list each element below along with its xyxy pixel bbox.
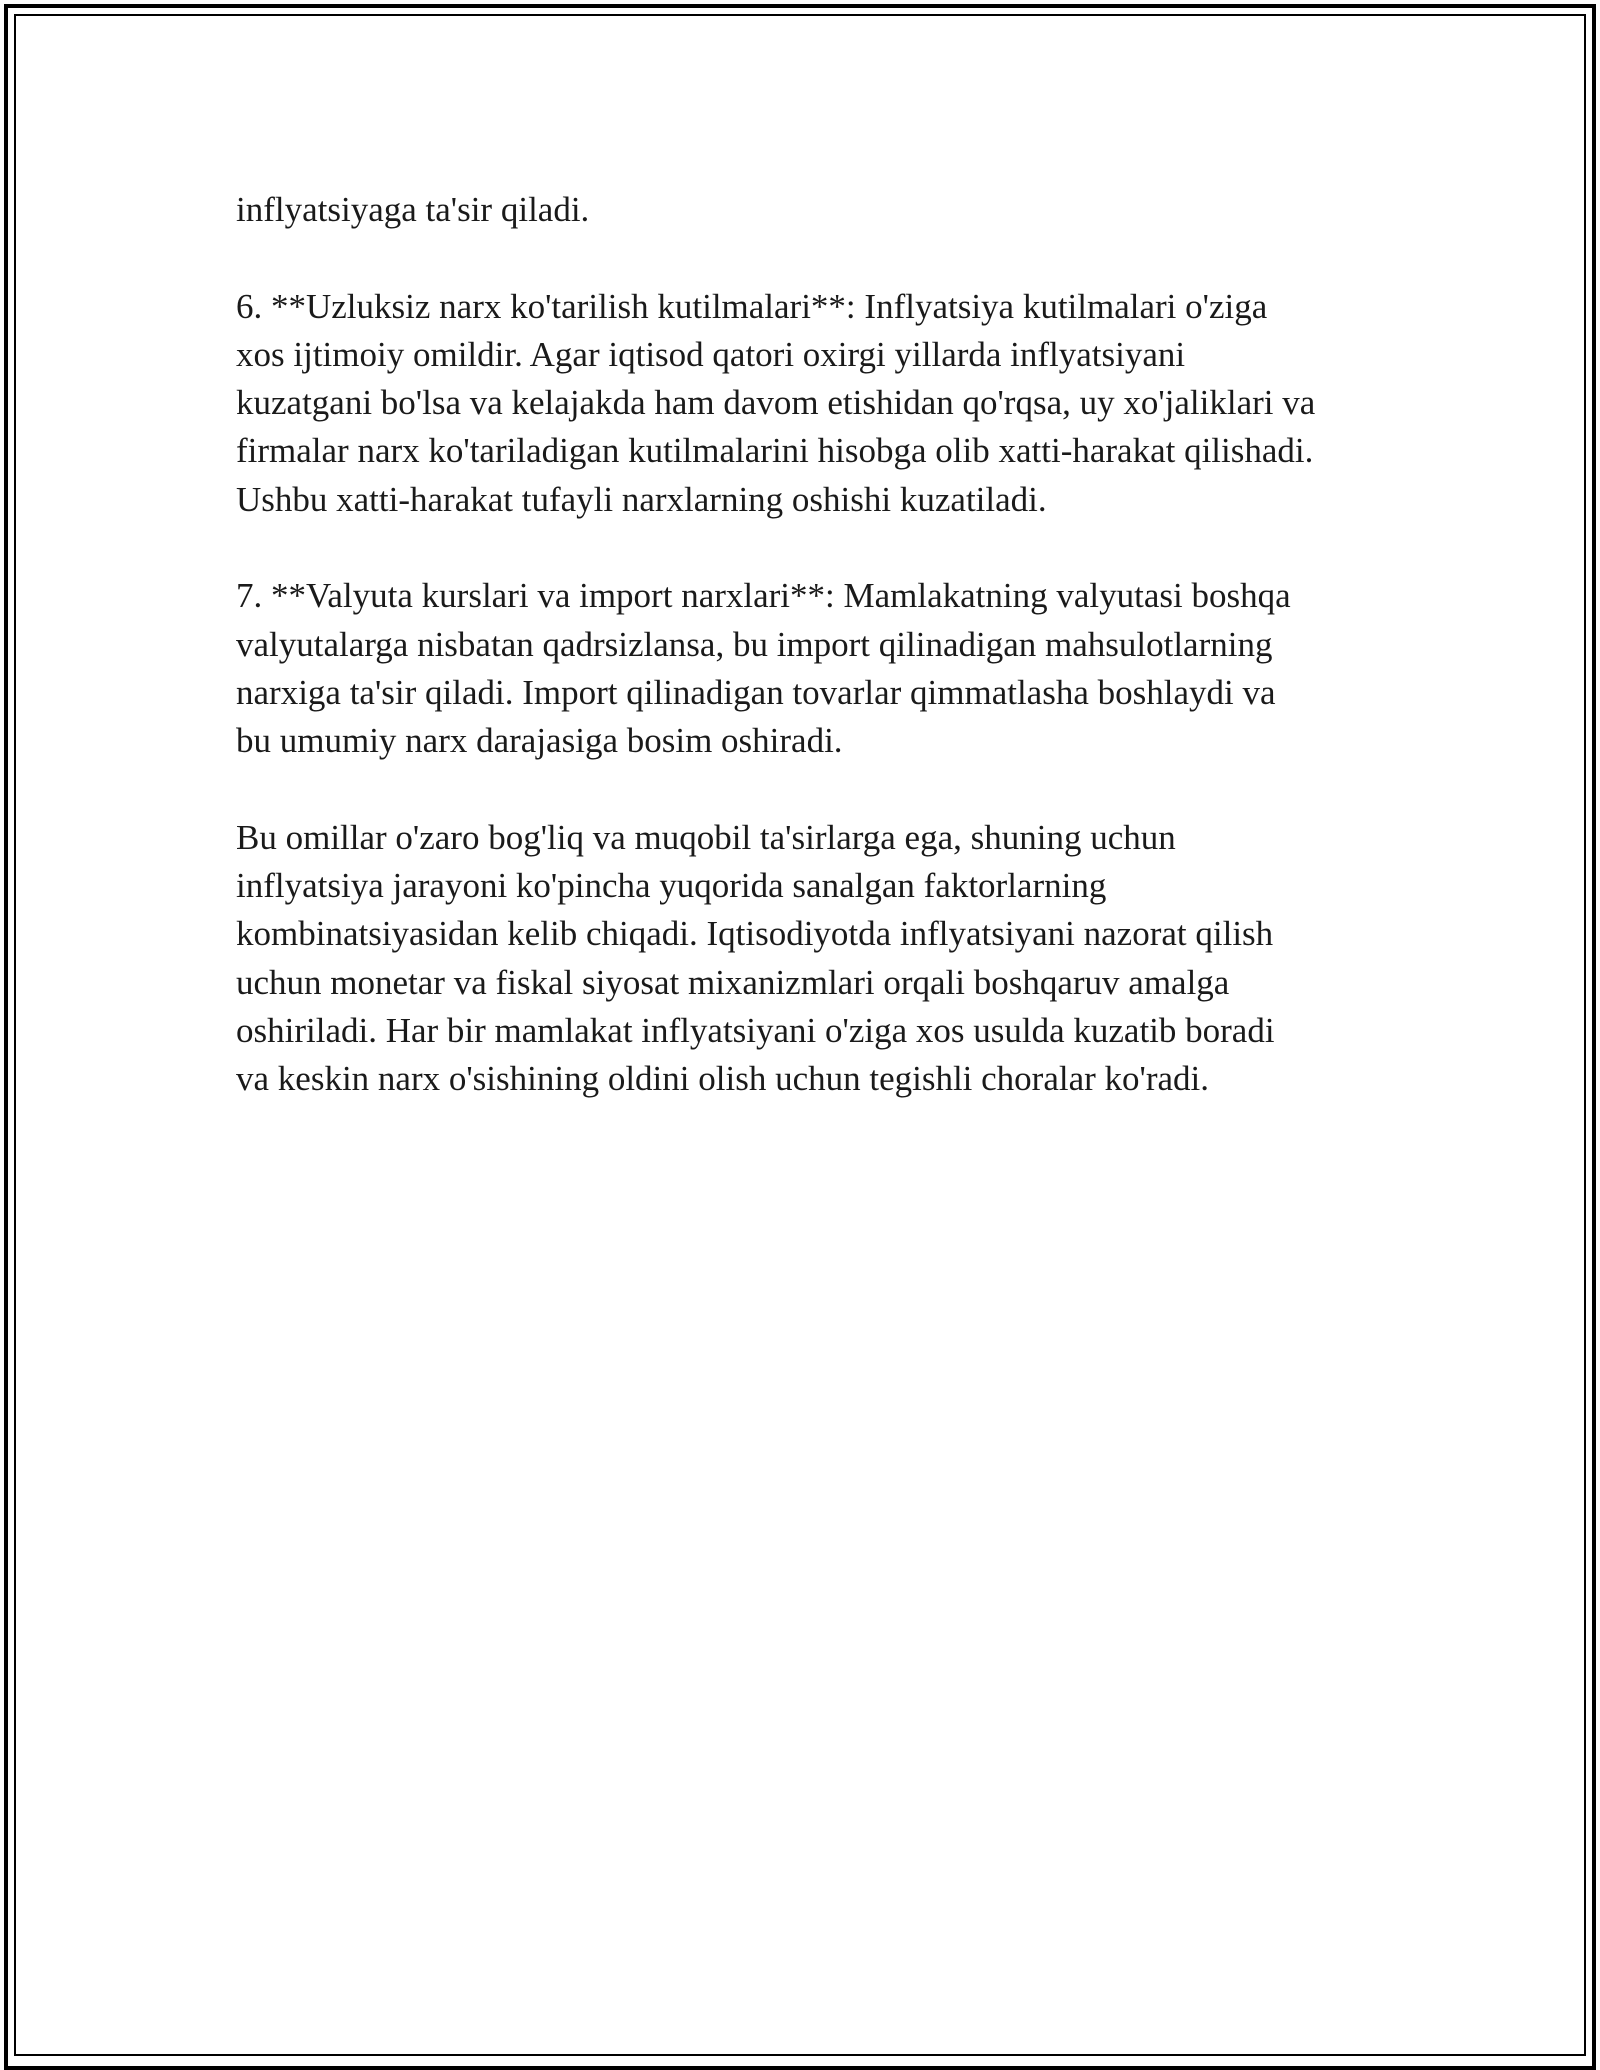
- text-line: uchun monetar va fiskal siyosat mixanizmlari orqali boshqaruv amalga: [236, 962, 1230, 1002]
- text-line: xos ijtimoiy omildir. Agar iqtisod qatori oxirgi yillarda inflyatsiyani: [236, 334, 1186, 374]
- text-line: valyutalarga nisbatan qadrsizlansa, bu import qilinadigan mahsulotlarning: [236, 624, 1273, 664]
- text-line: 6. **Uzluksiz narx ko'tarilish kutilmalari**: Inflyatsiya kutilmalari o'ziga: [236, 286, 1268, 326]
- paragraph-item-7: [236, 572, 1416, 765]
- text-line: kuzatgani bo'lsa va kelajakda ham davom etishidan qo'rqsa, uy xo'jaliklari va: [236, 383, 1316, 423]
- text-line: inflyatsiyaga ta'sir qiladi.: [236, 190, 590, 229]
- text-line: Ushbu xatti-harakat tufayli narxlarning oshishi kuzatiladi.: [236, 479, 1047, 519]
- text-line: Bu omillar o'zaro bog'liq va muqobil ta'sirlarga ega, shuning uchun: [236, 817, 1176, 857]
- text-line: va keskin narx o'sishining oldini olish uchun tegishli choralar ko'radi.: [236, 1059, 1210, 1099]
- paragraph-conclusion: [236, 814, 1416, 1104]
- text-line: narxiga ta'sir qiladi. Import qilinadigan tovarlar qimmatlasha boshlaydi va: [236, 672, 1276, 712]
- document-body: [236, 186, 1416, 1152]
- text-line: kombinatsiyasidan kelib chiqadi. Iqtisodiyotda inflyatsiyani nazorat qilish: [236, 914, 1274, 954]
- text-line: 7. **Valyuta kurslari va import narxlari**: Mamlakatning valyutasi boshqa: [236, 576, 1291, 616]
- text-line: firmalar narx ko'tariladigan kutilmalarini hisobga olib xatti-harakat qilishadi.: [236, 431, 1314, 471]
- text-line: inflyatsiya jarayoni ko'pincha yuqorida sanalgan faktorlarning: [236, 866, 1107, 906]
- text-line: bu umumiy narx darajasiga bosim oshiradi.: [236, 721, 843, 761]
- text-line: oshiriladi. Har bir mamlakat inflyatsiyani o'ziga xos usulda kuzatib boradi: [236, 1011, 1275, 1051]
- paragraph-continuation: [236, 186, 1416, 234]
- paragraph-item-6: [236, 283, 1416, 524]
